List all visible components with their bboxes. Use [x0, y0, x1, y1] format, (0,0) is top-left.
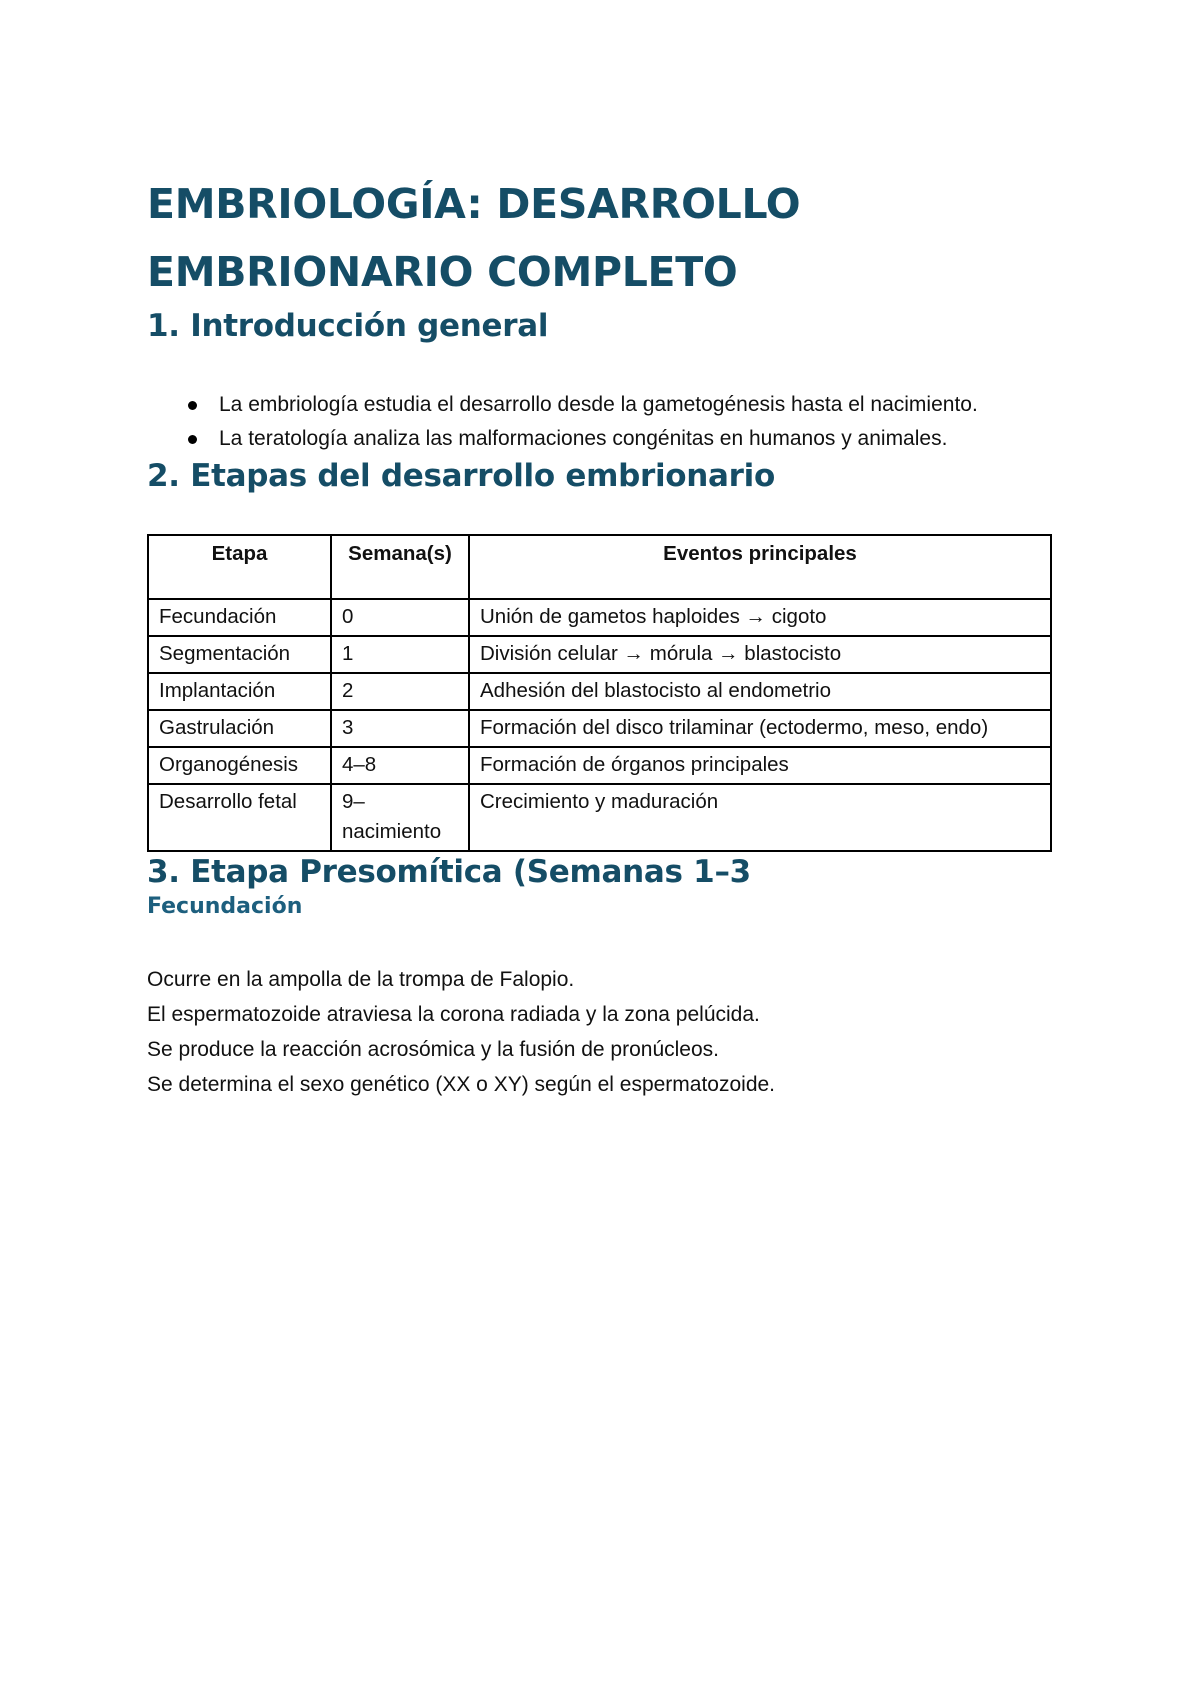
- table-cell-eventos: Formación del disco trilaminar (ectodermo, meso, endo): [469, 710, 1051, 747]
- table-cell-eventos: Adhesión del blastocisto al endometrio: [469, 673, 1051, 710]
- column-header-eventos: Eventos principales: [469, 535, 1051, 599]
- table-cell-semana: 0: [331, 599, 469, 636]
- table-cell-semana: 9–nacimiento: [331, 784, 469, 851]
- table-cell-eventos: Crecimiento y maduración: [469, 784, 1051, 851]
- table-cell-etapa: Fecundación: [148, 599, 331, 636]
- paragraph-line: Ocurre en la ampolla de la trompa de Falopio.: [147, 968, 575, 991]
- table-row: [148, 599, 1051, 636]
- intro-bullet-list: [147, 388, 1047, 456]
- column-header-semanas: Semana(s): [331, 535, 469, 599]
- subsection-heading-fecundacion: Fecundación: [147, 894, 303, 919]
- bullet-item: La embriología estudia el desarrollo desde la gametogénesis hasta el nacimiento.: [219, 388, 1047, 422]
- table-cell-eventos: División celular → mórula → blastocisto: [469, 636, 1051, 673]
- table-row: [148, 636, 1051, 673]
- table-cell-semana: 3: [331, 710, 469, 747]
- column-header-etapa: Etapa: [148, 535, 331, 599]
- table-cell-eventos: Formación de órganos principales: [469, 747, 1051, 784]
- document-page: [147, 170, 1047, 1102]
- table-cell-etapa: Desarrollo fetal: [148, 784, 331, 851]
- table-cell-etapa: Implantación: [148, 673, 331, 710]
- paragraph-line: Se determina el sexo genético (XX o XY) según el espermatozoide.: [147, 1073, 776, 1096]
- table-cell-etapa: Gastrulación: [148, 710, 331, 747]
- section-heading-etapas: 2. Etapas del desarrollo embrionario: [147, 458, 775, 494]
- section-heading-introduccion: 1. Introducción general: [147, 308, 549, 344]
- stages-table: [147, 534, 1052, 852]
- table-cell-etapa: Segmentación: [148, 636, 331, 673]
- document-title: EMBRIOLOGÍA: DESARROLLO EMBRIONARIO COMPLETO: [147, 180, 801, 296]
- section-heading-presomitica: 3. Etapa Presomítica (Semanas 1–3: [147, 854, 751, 890]
- table-row: [148, 784, 1051, 851]
- fecundacion-paragraph: [147, 962, 1047, 1102]
- bullet-item: La teratología analiza las malformaciones congénitas en humanos y animales.: [219, 422, 1047, 456]
- table-header-row: [148, 535, 1051, 599]
- table-cell-eventos: Unión de gametos haploides → cigoto: [469, 599, 1051, 636]
- table-cell-semana: 1: [331, 636, 469, 673]
- table-cell-semana: 4–8: [331, 747, 469, 784]
- table-cell-etapa: Organogénesis: [148, 747, 331, 784]
- table-cell-semana: 2: [331, 673, 469, 710]
- table-row: [148, 747, 1051, 784]
- table-row: [148, 710, 1051, 747]
- paragraph-line: El espermatozoide atraviesa la corona radiada y la zona pelúcida.: [147, 1003, 760, 1026]
- table-row: [148, 673, 1051, 710]
- paragraph-line: Se produce la reacción acrosómica y la fusión de pronúcleos.: [147, 1038, 719, 1061]
